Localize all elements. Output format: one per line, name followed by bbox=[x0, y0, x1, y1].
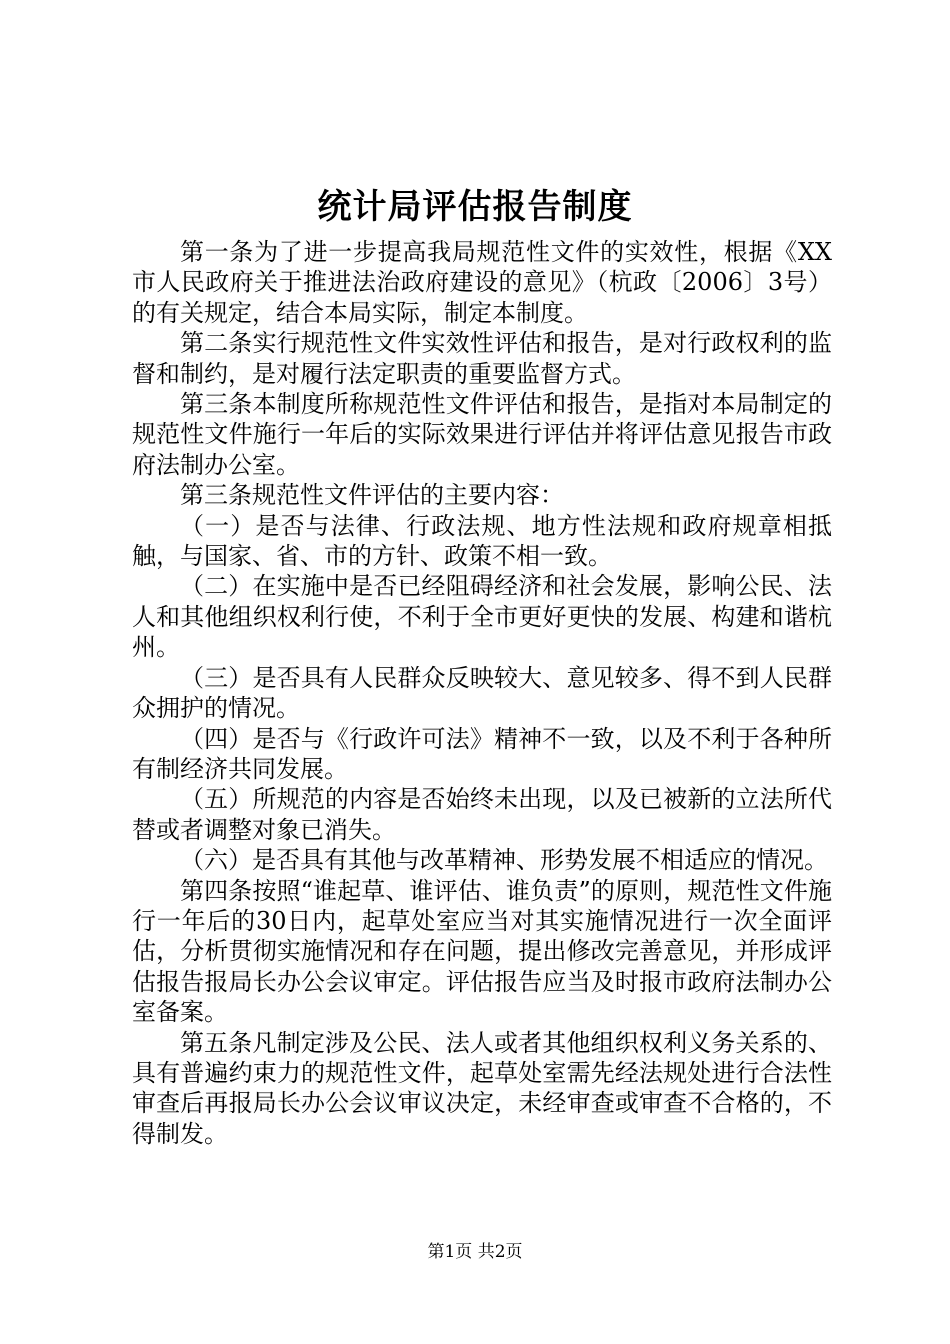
list-item-3: （三）是否具有人民群众反映较大、意见较多、得不到人民群众拥护的情况。 bbox=[132, 663, 832, 723]
document-body bbox=[132, 237, 832, 1149]
paragraph-article-4: 第四条按照“谁起草、谁评估、谁负责”的原则，规范性文件施行一年后的30日内，起草处室应当对其实施情况进行一次全面评估，分析贯彻实施情况和存在问题，提出修改完善意见，并形成评估报告报局长办公会议审定。评估报告应当及时报市政府法制办公室备案。 bbox=[132, 876, 832, 1027]
paragraph-article-2: 第二条实行规范性文件实效性评估和报告，是对行政权利的监督和制约，是对履行法定职责的重要监督方式。 bbox=[132, 329, 832, 388]
list-item-2: （二）在实施中是否已经阻碍经济和社会发展，影响公民、法人和其他组织权利行使，不利于全市更好更快的发展、构建和谐杭州。 bbox=[132, 572, 832, 662]
paragraph-evaluation-content: 第三条规范性文件评估的主要内容： bbox=[180, 481, 564, 510]
paragraph-article-5: 第五条凡制定涉及公民、法人或者其他组织权利义务关系的、具有普遍约束力的规范性文件，起草处室需先经法规处进行合法性审查后再报局长办公会议审议决定，未经审查或审查不合格的，不得制发。 bbox=[132, 1028, 832, 1148]
list-item-1: （一）是否与法律、行政法规、地方性法规和政府规章相抵触，与国家、省、市的方针、政策不相一致。 bbox=[132, 511, 832, 571]
document-title: 统计局评估报告制度 bbox=[317, 187, 633, 227]
page-footer: 第1页 共2页 bbox=[427, 1242, 523, 1262]
list-item-4: （四）是否与《行政许可法》精神不一致，以及不利于各种所有制经济共同发展。 bbox=[132, 724, 832, 783]
paragraph-article-3: 第三条本制度所称规范性文件评估和报告，是指对本局制定的规范性文件施行一年后的实际效果进行评估并将评估意见报告市政府法制办公室。 bbox=[132, 390, 832, 479]
paragraph-article-1: 第一条为了进一步提高我局规范性文件的实效性，根据《XX市人民政府关于推进法治政府建设的意见》（杭政〔2006〕3号）的有关规定，结合本局实际，制定本制度。 bbox=[132, 238, 832, 327]
list-item-6: （六）是否具有其他与改革精神、形势发展不相适应的情况。 bbox=[180, 846, 828, 875]
list-item-5: （五）所规范的内容是否始终未出现，以及已被新的立法所代替或者调整对象已消失。 bbox=[132, 785, 832, 844]
